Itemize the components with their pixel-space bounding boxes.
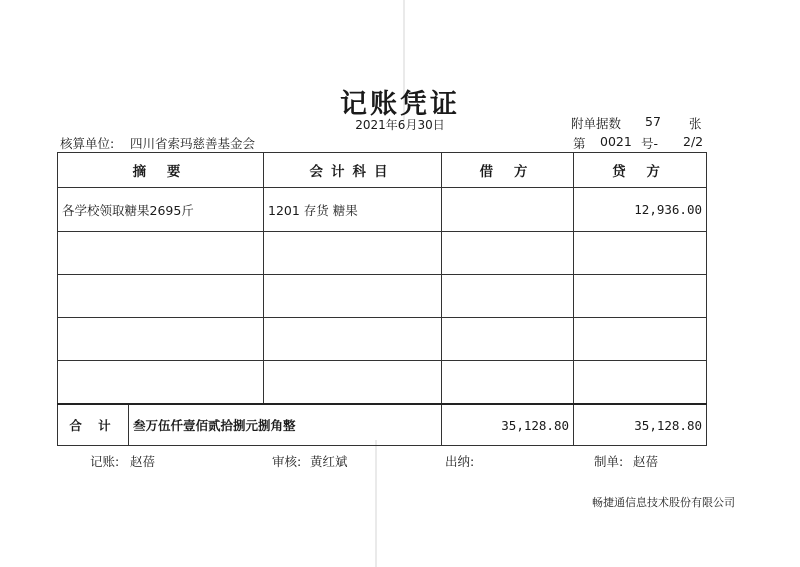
summary-cell [58, 361, 264, 405]
cashier-label: 出纳: [445, 454, 475, 469]
header-account: 会计科目 [264, 153, 442, 188]
auditor-label: 审核: [272, 454, 302, 469]
credit-cell: 12,936.00 [574, 188, 707, 232]
table-row [58, 275, 707, 318]
account-cell [264, 318, 442, 361]
attachments-label: 附单据数 [571, 116, 622, 131]
bookkeeper-name: 赵蓓 [130, 454, 156, 469]
voucher-number-label: 第 [573, 136, 586, 151]
voucher-title: 记账凭证 [340, 89, 460, 120]
summary-cell [58, 232, 264, 275]
account-cell [264, 275, 442, 318]
table-row [58, 232, 707, 275]
attachments-unit: 张 [689, 116, 702, 131]
unit-name: 四川省索玛慈善基金会 [130, 136, 256, 151]
voucher-page: 2/2 [683, 134, 704, 149]
preparer-name: 赵蓓 [633, 454, 659, 469]
total-label: 合 计 [58, 404, 129, 446]
credit-cell [574, 232, 707, 275]
software-vendor: 畅捷通信息技术股份有限公司 [592, 496, 735, 509]
summary-cell: 各学校领取糖果2695斤 [58, 188, 264, 232]
debit-cell [442, 318, 574, 361]
debit-cell [442, 188, 574, 232]
credit-cell [574, 275, 707, 318]
voucher-date: 2021年6月30日 [355, 118, 445, 132]
unit-label: 核算单位: [60, 136, 115, 151]
auditor-name: 黄红斌 [310, 454, 348, 469]
credit-cell [574, 361, 707, 405]
voucher-number: 0021 [600, 134, 632, 149]
header-summary: 摘 要 [58, 153, 264, 188]
table-row [58, 361, 707, 405]
total-row [58, 404, 707, 446]
header-row [58, 153, 707, 188]
table-row [58, 318, 707, 361]
amount-in-words: 叁万伍仟壹佰贰拾捌元捌角整 [129, 404, 442, 446]
table-row [58, 188, 707, 232]
attachments-count: 57 [645, 114, 661, 129]
summary-cell [58, 318, 264, 361]
total-credit: 35,128.80 [574, 404, 707, 446]
account-cell: 1201 存货 糖果 [264, 188, 442, 232]
voucher-table [57, 152, 707, 446]
account-cell [264, 361, 442, 405]
bookkeeper-label: 记账: [90, 454, 120, 469]
header-debit: 借 方 [442, 153, 574, 188]
scan-artifact [375, 440, 377, 567]
total-debit: 35,128.80 [442, 404, 574, 446]
debit-cell [442, 232, 574, 275]
account-cell [264, 232, 442, 275]
preparer-label: 制单: [594, 454, 624, 469]
debit-cell [442, 361, 574, 405]
credit-cell [574, 318, 707, 361]
header-credit: 贷 方 [574, 153, 707, 188]
voucher-number-suffix: 号- [641, 136, 659, 151]
debit-cell [442, 275, 574, 318]
summary-cell [58, 275, 264, 318]
